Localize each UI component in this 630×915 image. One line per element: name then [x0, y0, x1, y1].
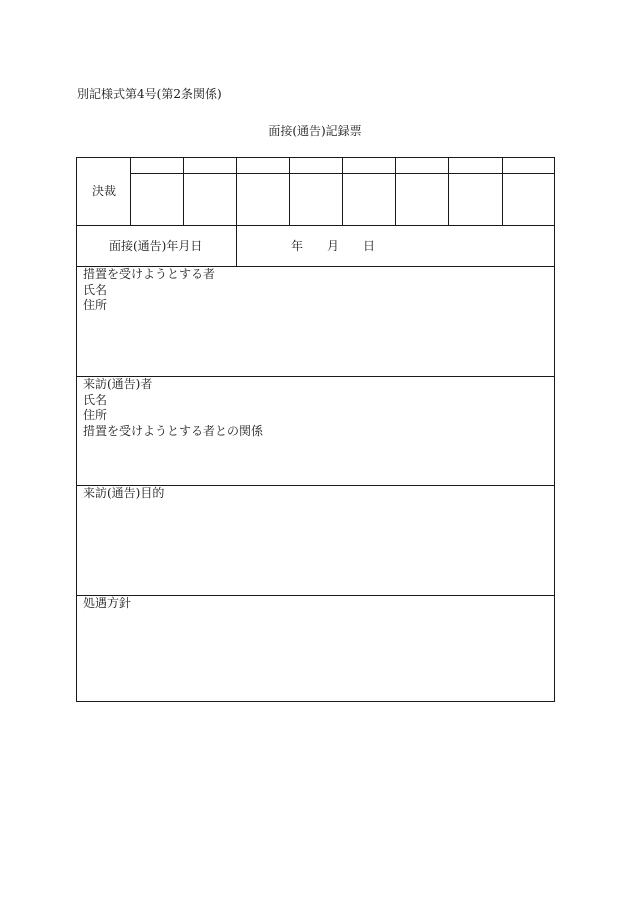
stamp-box-divider	[448, 158, 449, 225]
stamp-box-divider	[502, 158, 503, 225]
policy-section	[83, 596, 131, 612]
visitor-section	[83, 377, 263, 439]
stamp-box-divider	[236, 158, 237, 266]
document-title: 面接(通告)記録票	[268, 124, 362, 138]
subject-person-heading: 措置を受けようとする者	[83, 267, 216, 281]
subject-name-label: 氏名	[83, 282, 108, 297]
year-label: 年	[291, 239, 304, 253]
stamp-box-divider	[395, 158, 396, 225]
visitor-relation-label: 措置を受けようとする者との関係	[83, 423, 264, 438]
stamp-box-divider	[342, 158, 343, 225]
interview-date-label: 面接(通告)年月日	[109, 239, 203, 253]
section-rule	[77, 225, 555, 226]
purpose-section	[83, 486, 164, 502]
stamp-box-divider	[289, 158, 290, 225]
visitor-address-label: 住所	[83, 408, 108, 422]
purpose-heading: 来訪(通告)目的	[83, 486, 165, 500]
stamp-box-divider	[183, 158, 184, 225]
visitor-name-label: 氏名	[83, 392, 108, 407]
month-label: 月	[327, 239, 340, 253]
section-rule	[77, 595, 555, 596]
visitor-heading: 来訪(通告)者	[83, 377, 153, 391]
form-reference: 別記様式第4号(第2条関係)	[77, 87, 222, 101]
record-form-table	[76, 157, 555, 702]
policy-heading: 処遇方針	[83, 596, 132, 610]
approval-label: 決裁	[92, 184, 117, 198]
approval-divider	[130, 158, 131, 225]
subject-person-section	[83, 267, 215, 314]
day-label: 日	[363, 239, 376, 253]
subject-address-label: 住所	[83, 298, 108, 312]
